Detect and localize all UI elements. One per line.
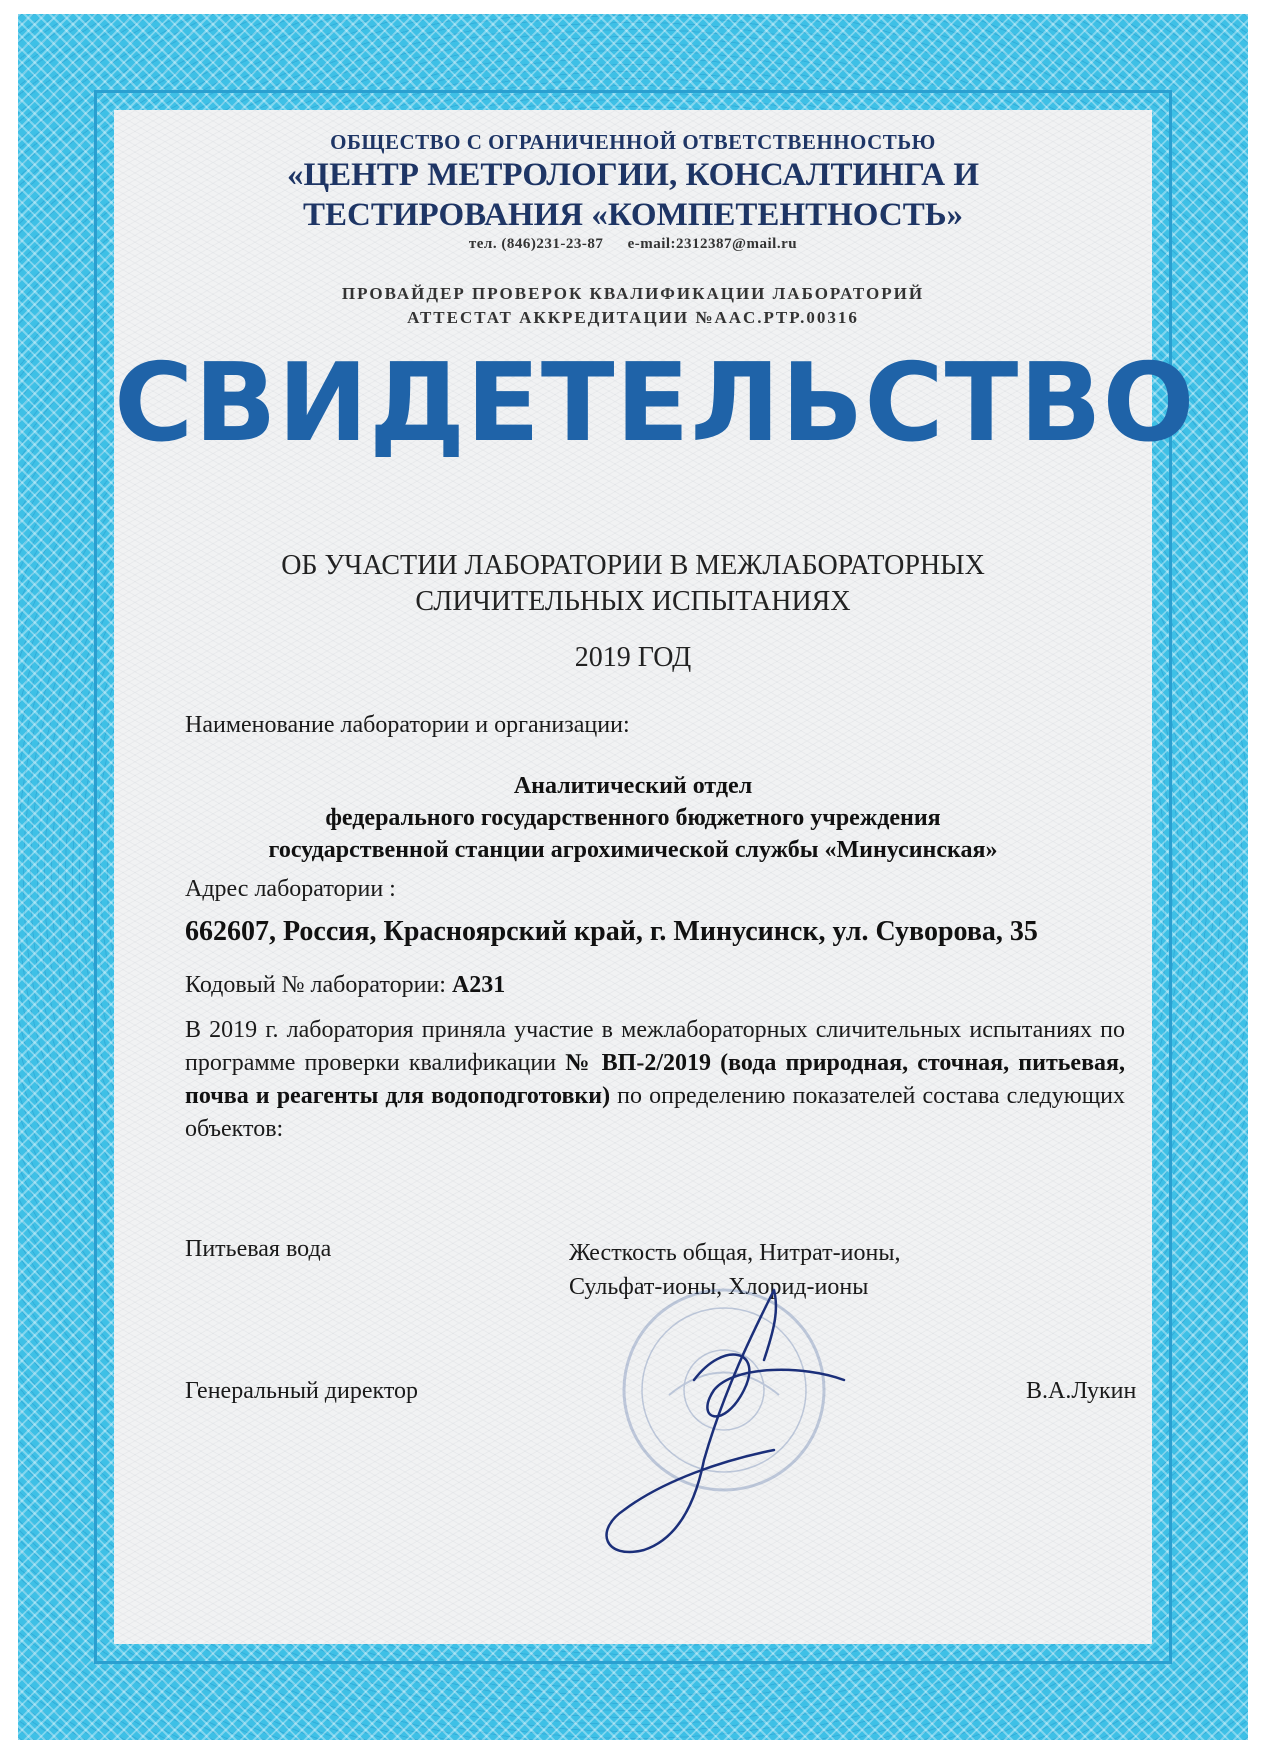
- seal-and-signature: [574, 1270, 874, 1570]
- certificate-year: 2019 ГОД: [574, 642, 692, 673]
- org-name: [114, 155, 1152, 235]
- org-name-line1: «ЦЕНТР МЕТРОЛОГИИ, КОНСАЛТИНГА И: [286, 157, 980, 193]
- contacts: [114, 236, 1152, 253]
- email: e-mail:2312387@mail.ru: [627, 236, 798, 252]
- lab-name-line1: Аналитический отдел: [513, 773, 753, 799]
- params-line1: Жесткость общая, Нитрат-ионы,: [569, 1240, 901, 1266]
- provider-info: [114, 282, 1152, 330]
- org-name-line2: ТЕСТИРОВАНИЯ «КОМПЕТЕНТНОСТЬ»: [302, 197, 964, 233]
- accreditation-line: АТТЕСТАТ АККРЕДИТАЦИИ №AAC.PTP.00316: [407, 308, 859, 327]
- lab-code-label: Кодовый № лаборатории:: [185, 972, 446, 998]
- participation-text: [185, 1014, 1125, 1146]
- certificate-body: [114, 110, 1196, 1644]
- participation-start: В 2019 г. лаборатория приняла участие в межлабораторных сличительных испытаниях по программе проверки квалификации: [185, 1017, 1125, 1076]
- params-line2: Сульфат-ионы, Хлорид-ионы: [569, 1274, 869, 1300]
- seal-stamp: [624, 1290, 824, 1490]
- object-name: Питьевая вода: [185, 1236, 332, 1262]
- lab-name-label: Наименование лаборатории и организации:: [185, 712, 630, 738]
- decorative-border: [18, 14, 1248, 1740]
- address-label: Адрес лаборатории :: [185, 876, 396, 902]
- provider-line: ПРОВАЙДЕР ПРОВЕРОК КВАЛИФИКАЦИИ ЛАБОРАТОРИЙ: [341, 284, 925, 303]
- participation-end: по определению показателей состава следующих объектов:: [185, 1083, 1126, 1142]
- lab-name-line2: федерального государственного бюджетного учреждения: [325, 805, 941, 831]
- phone: тел. (846)231-23-87: [468, 236, 604, 252]
- subtitle-line2: СЛИЧИТЕЛЬНЫХ ИСПЫТАНИЯХ: [415, 586, 851, 617]
- director-name: В.А.Лукин: [1026, 1378, 1137, 1404]
- signature-mark: [607, 1290, 844, 1552]
- program-number: № ВП-2/2019 (вода природная, сточная, питьевая, почва и реагенты для водоподготовки): [185, 1050, 1126, 1109]
- lab-code-row: [185, 972, 505, 999]
- lab-name-line3: государственной станции агрохимической службы «Минусинская»: [268, 837, 998, 863]
- org-type: ОБЩЕСТВО С ОГРАНИЧЕННОЙ ОТВЕТСТВЕННОСТЬЮ: [330, 130, 936, 154]
- lab-code: А231: [451, 972, 506, 998]
- lab-address: 662607, Россия, Красноярский край, г. Минусинск, ул. Суворова, 35: [185, 916, 1038, 947]
- certificate-title: СВИДЕТЕЛЬСТВО: [114, 341, 1196, 466]
- lab-name: [114, 770, 1152, 866]
- director-position: Генеральный директор: [185, 1378, 419, 1404]
- certificate-subtitle: [114, 548, 1152, 620]
- subtitle-line1: ОБ УЧАСТИИ ЛАБОРАТОРИИ В МЕЖЛАБОРАТОРНЫХ: [281, 550, 985, 581]
